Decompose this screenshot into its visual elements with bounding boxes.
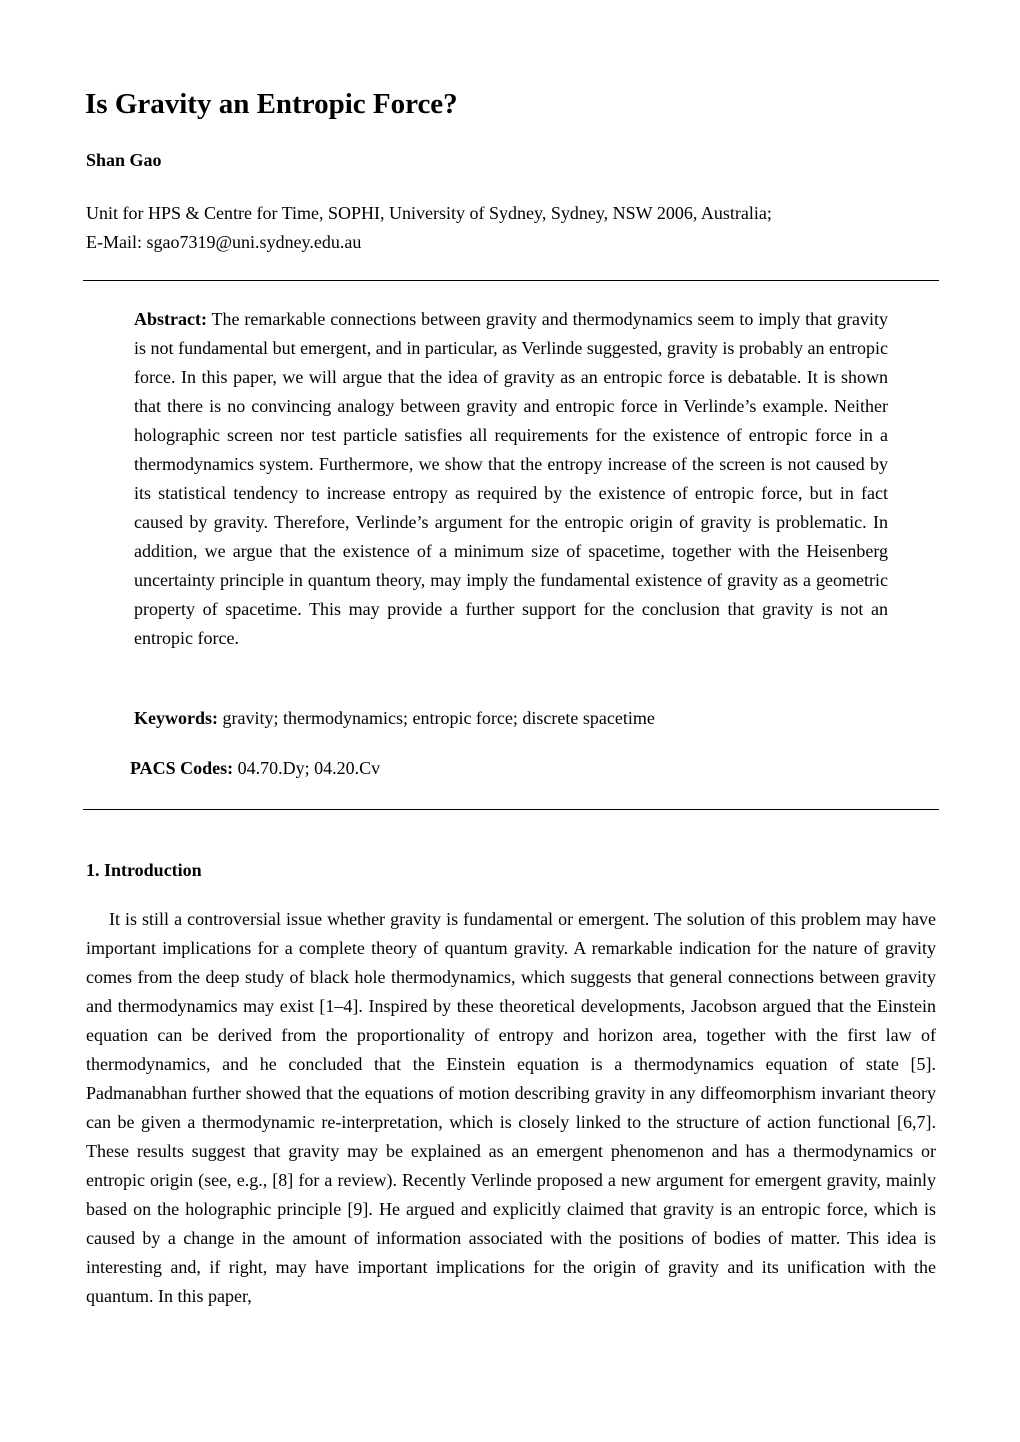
abstract — [134, 305, 888, 653]
keywords-label: Keywords: — [134, 708, 218, 728]
pacs-label: PACS Codes: — [130, 758, 234, 778]
pacs-text: 04.70.Dy; 04.20.Cv — [237, 758, 381, 778]
abstract-text: The remarkable connections between gravity and thermodynamics seem to imply that gravity is not fundamental but emergent, and in particular, as Verlinde suggested, gravity is probably an entropic force. In this paper, we will argue that the idea of gravity as an entropic force is debatable. It is shown that there is no convincing analogy between gravity and entropic force in Verlinde’s example. Neither holographic screen nor test particle satisfies all requirements for the existence of entropic force in a thermodynamics system. Furthermore, we show that the entropy increase of the screen is not caused by its statistical tendency to increase entropy as required by the existence of entropic force, but in fact caused by gravity. Therefore, Verlinde’s argument for the entropic origin of gravity is problematic. In addition, we argue that the existence of a minimum size of spacetime, together with the Heisenberg uncertainty principle in quantum theory, may imply the fundamental existence of gravity as a geometric property of spacetime. This may provide a further support for the conclusion that gravity is not an entropic force. — [134, 309, 888, 648]
keywords-text: gravity; thermodynamics; entropic force; discrete spacetime — [222, 708, 655, 728]
bottom-divider — [83, 809, 939, 810]
author-name: Shan Gao — [86, 150, 162, 170]
affiliation-email: E-Mail: sgao7319@uni.sydney.edu.au — [86, 232, 362, 252]
paper-title: Is Gravity an Entropic Force? — [85, 88, 458, 120]
keywords — [134, 704, 655, 733]
pacs-codes — [130, 754, 380, 783]
affiliation-address: Unit for HPS & Centre for Time, SOPHI, University of Sydney, Sydney, NSW 2006, Australia; — [86, 203, 772, 223]
abstract-label: Abstract: — [134, 309, 207, 329]
section-heading: 1. Introduction — [86, 860, 202, 880]
top-divider — [83, 280, 939, 281]
affiliation — [86, 199, 946, 257]
introduction-paragraph: It is still a controversial issue whether gravity is fundamental or emergent. The solution of this problem may have important implications for a complete theory of quantum gravity. A remarkable indication for the nature of gravity comes from the deep study of black hole thermodynamics, which suggests that general connections between gravity and thermodynamics may exist [1–4]. Inspired by these theoretical developments, Jacobson argued that the Einstein equation can be derived from the proportionality of entropy and horizon area, together with the first law of thermodynamics, and he concluded that the Einstein equation is a thermodynamics equation of state [5]. Padmanabhan further showed that the equations of motion describing gravity in any diffeomorphism invariant theory can be given a thermodynamic re-interpretation, which is closely linked to the structure of action functional [6,7]. These results suggest that gravity may be explained as an emergent phenomenon and has a thermodynamics or entropic origin (see, e.g., [8] for a review). Recently Verlinde proposed a new argument for emergent gravity, mainly based on the holographic principle [9]. He argued and explicitly claimed that gravity is an entropic force, which is caused by a change in the amount of information associated with the positions of bodies of matter. This idea is interesting and, if right, may have important implications for the origin of gravity and its unification with the quantum. In this paper, — [86, 909, 936, 1306]
